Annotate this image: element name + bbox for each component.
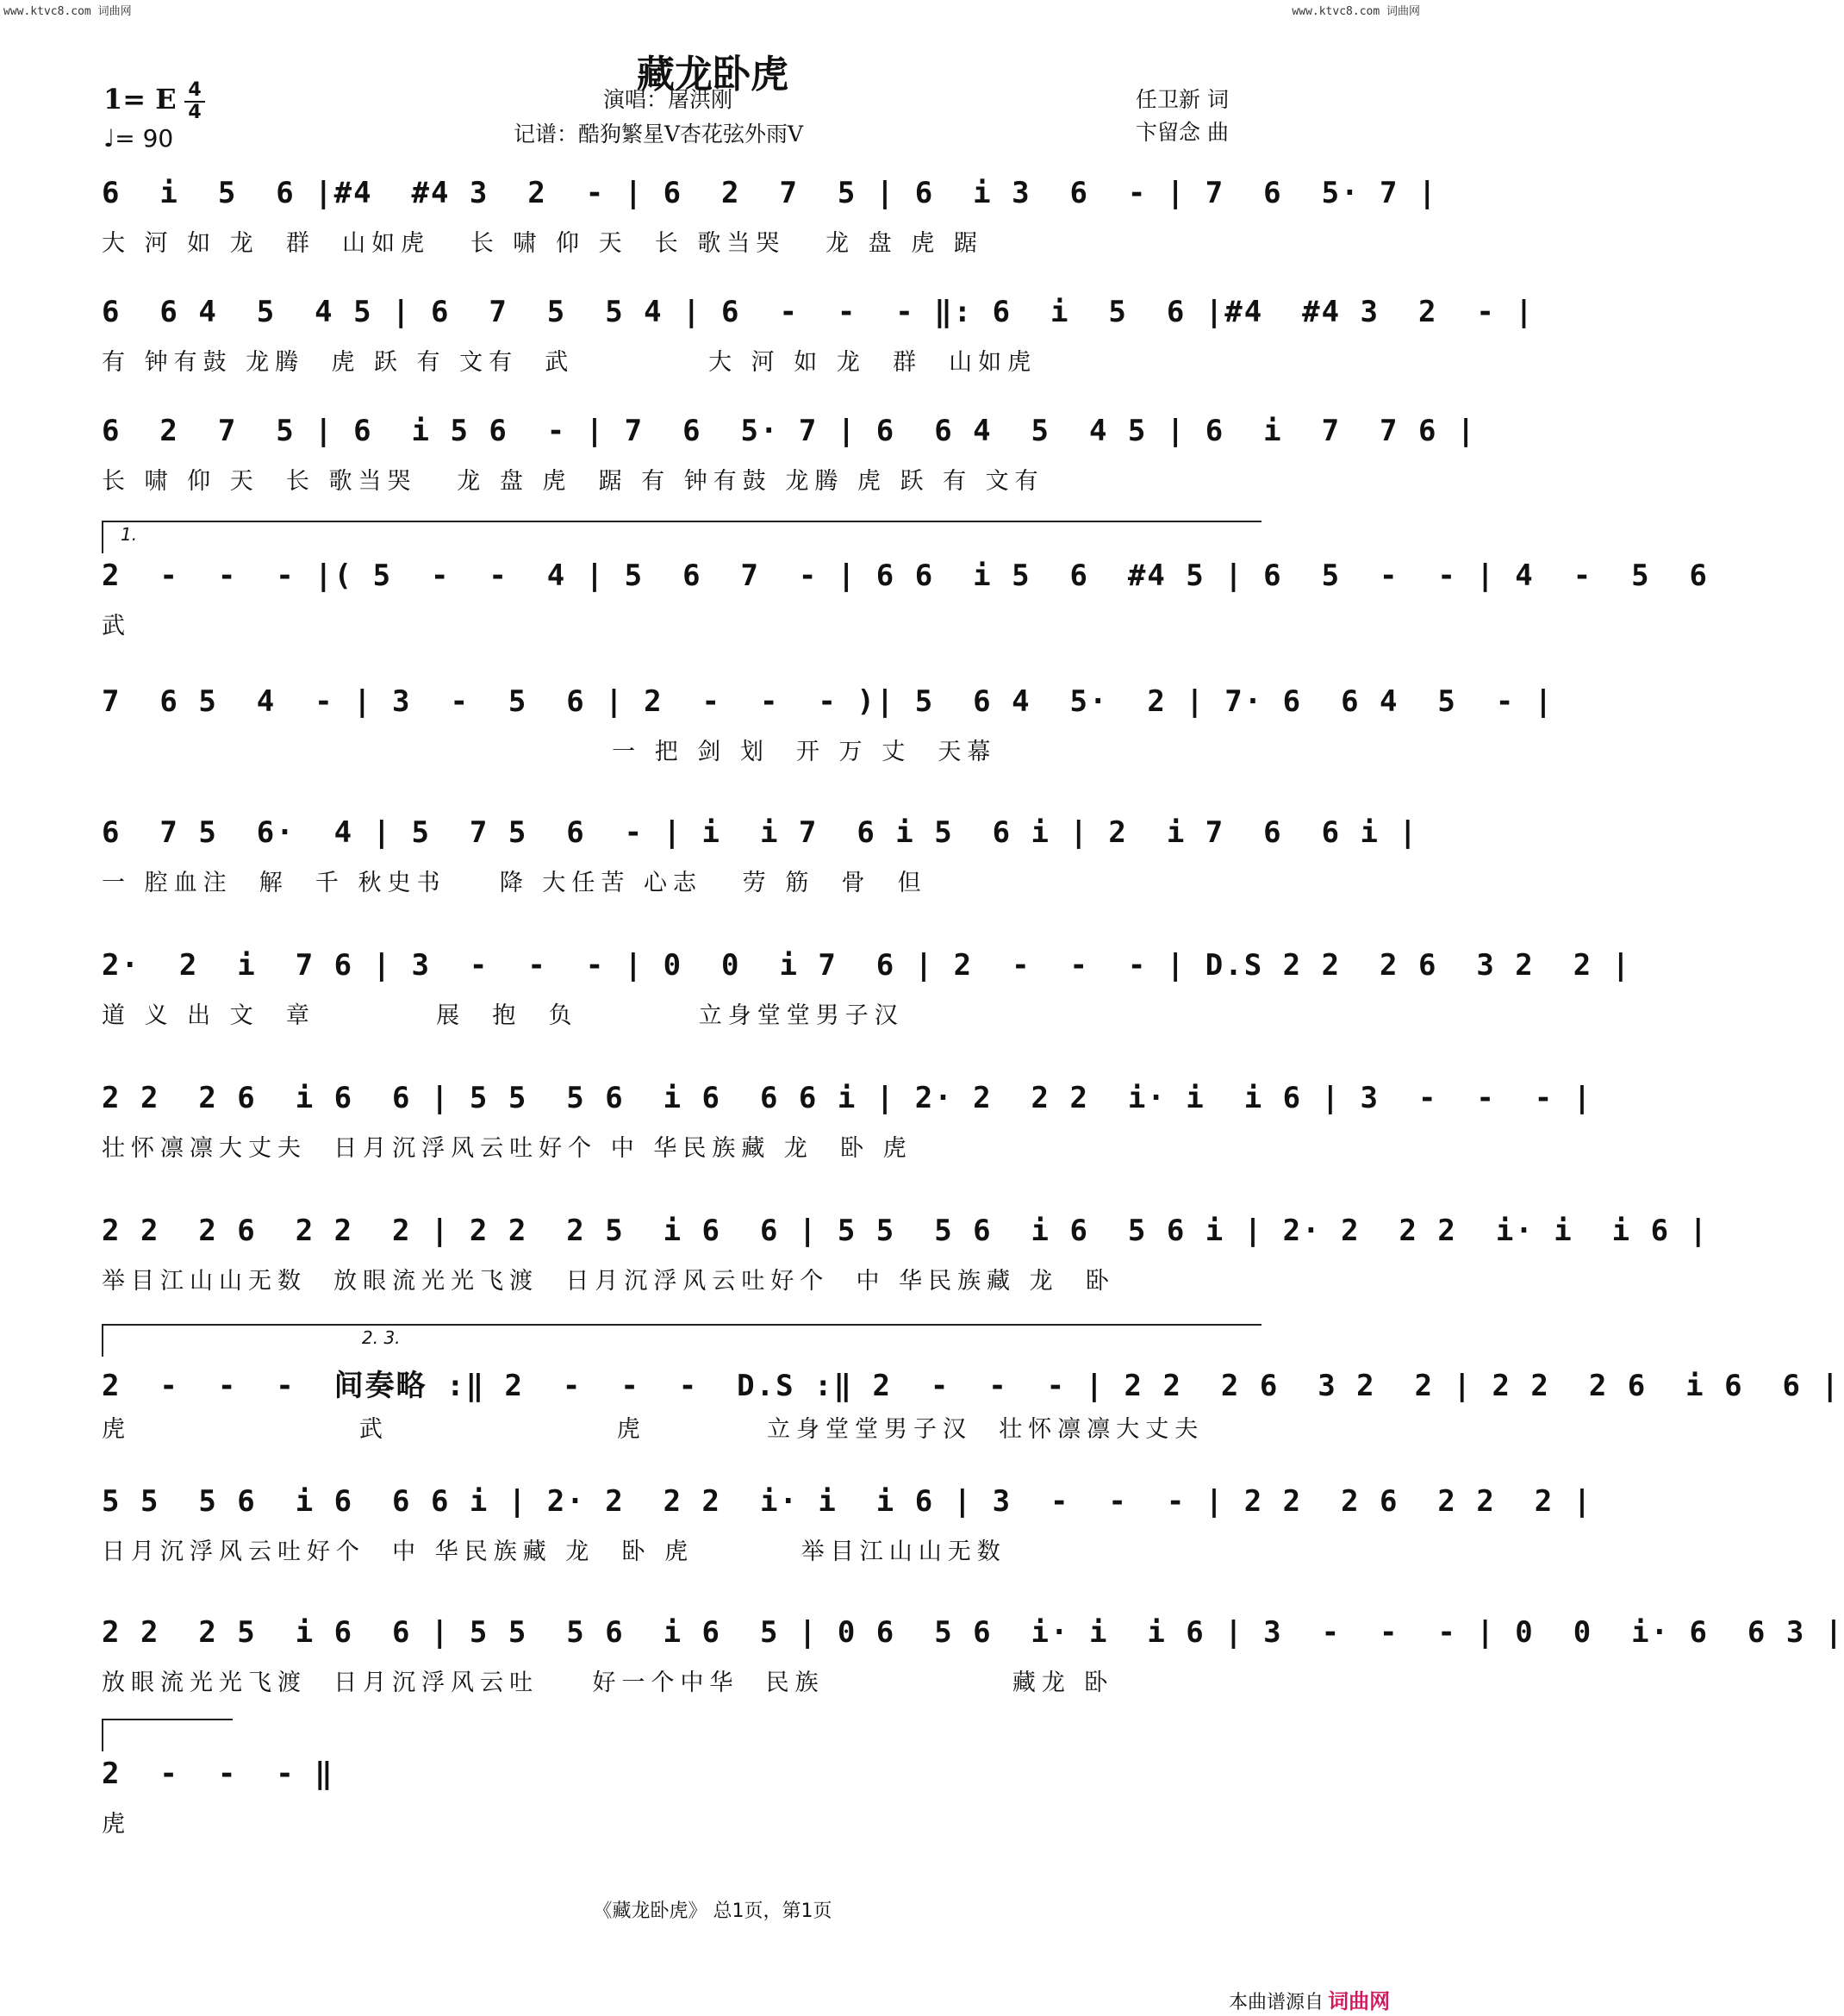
transcriber-credit: 记谱：酷狗繁星V杏花弦外雨V [514,122,804,147]
page-footer: 《藏龙卧虎》 总1页，第1页 [593,1901,832,1922]
song-title: 藏龙卧虎 [637,53,788,97]
lyrics-line: 武 [102,613,131,640]
notation-line: 6 i 5 6 |#4 #4 3 2 - | 6 2 7 5 | 6 i 3 6 - | 7 6 5· 7 | [102,176,1438,210]
tempo-value: = 90 [115,124,174,153]
lyrics-line: 虎 武 虎 立身堂堂男子汉 壮怀凛凛大丈夫 [102,1416,1205,1443]
key-signature: 1= E [103,83,177,115]
volta-label: 1. [121,524,138,545]
lyrics-line: 举目江山山无数 放眼流光光飞渡 日月沉浮风云吐好个 中 华民族藏 龙 卧 [102,1268,1115,1295]
notation-line: 2 2 2 6 i 6 6 | 5 5 5 6 i 6 6 6 i | 2· 2 2 2 i· i i 6 | 3 - - - | [102,1081,1593,1115]
time-signature-top: 4 [188,79,202,101]
time-signature-bottom: 4 [188,102,202,123]
tempo-marking [103,124,173,153]
notation-line: 7 6 5 4 - | 3 - 5 6 | 2 - - - )| 5 6 4 5· 2 | 7· 6 6 4 5 - | [102,684,1554,719]
lyrics-line: 有 钟有鼓 龙腾 虎 跃 有 文有 武 大 河 如 龙 群 山如虎 [102,349,1037,376]
site-watermark-right: www.ktvc8.com 词曲网 [1292,5,1420,18]
quarter-note-icon: ♩ [103,124,115,153]
source-label: 本曲谱源自 [1229,1992,1324,2013]
lyrics-line: 一 把 剑 划 开 万 丈 天幕 [102,739,997,765]
brand-logo: 词曲网 [1328,1989,1391,2013]
lyrics-line: 大 河 如 龙 群 山如虎 长 啸 仰 天 长 歌当哭 龙 盘 虎 踞 [102,230,983,257]
notation-line: 2 - - - |( 5 - - 4 | 5 6 7 - | 6 6 i 5 6 #4 5 | 6 5 - - | 4 - 5 6 [102,559,1709,593]
notation-line: 5 5 5 6 i 6 6 6 i | 2· 2 2 2 i· i i 6 | 3 - - - | 2 2 2 6 2 2 2 | [102,1484,1593,1519]
source-credit [1229,1984,1390,2014]
time-signature [184,81,205,122]
notation-line: 2 - - - ‖ [102,1757,334,1791]
composer-credit: 卞留念 曲 [1136,120,1229,145]
notation-line: 6 6 4 5 4 5 | 6 7 5 5 4 | 6 - - - ‖: 6 i 5 6 |#4 #4 3 2 - | [102,295,1535,329]
lyrics-line: 一 腔血注 解 千 秋史书 降 大任苦 心志 劳 筋 骨 但 [102,870,927,896]
lyrics-line: 壮怀凛凛大丈夫 日月沉浮风云吐好个 中 华民族藏 龙 卧 虎 [102,1135,913,1162]
notation-line: 2 2 2 6 2 2 2 | 2 2 2 5 i 6 6 | 5 5 5 6 i 6 5 6 i | 2· 2 2 2 i· i i 6 | [102,1214,1709,1248]
notation-line: 2 2 2 5 i 6 6 | 5 5 5 6 i 6 5 | 0 6 5 6 i· i i 6 | 3 - - - | 0 0 i· 6 6 3 | [102,1615,1844,1650]
notation-line: 6 2 7 5 | 6 i 5 6 - | 7 6 5· 7 | 6 6 4 5 4 5 | 6 i 7 7 6 | [102,414,1477,448]
ending-bracket [102,1719,1260,1757]
notation-line: 2· 2 i 7 6 | 3 - - - | 0 0 i 7 6 | 2 - - - | D.S 2 2 2 6 3 2 2 | [102,948,1632,983]
volta-bracket [102,1324,1260,1362]
lyrics-line: 长 啸 仰 天 长 歌当哭 龙 盘 虎 踞 有 钟有鼓 龙腾 虎 跃 有 文有 [102,468,1044,495]
notation-line: 6 7 5 6· 4 | 5 7 5 6 - | i i 7 6 i 5 6 i | 2 i 7 6 6 i | [102,815,1418,850]
volta-label: 2. 3. [362,1327,401,1348]
lyrics-line: 道 义 出 文 章 展 抱 负 立身堂堂男子汉 [102,1002,904,1029]
site-watermark-left: www.ktvc8.com 词曲网 [3,5,132,18]
lyrics-line: 日月沉浮风云吐好个 中 华民族藏 龙 卧 虎 举目江山山无数 [102,1539,1006,1565]
volta-bracket [102,521,1260,559]
notation-line: 2 - - - 间奏略 :‖ 2 - - - D.S :‖ 2 - - - | 2 2 2 6 3 2 2 | 2 2 2 6 i 6 6 | [102,1369,1841,1403]
lyrics-line: 虎 [102,1811,131,1838]
lyrics-line: 放眼流光光飞渡 日月沉浮风云吐 好一个中华 民族 藏龙 卧 [102,1670,1114,1696]
singer-credit: 演唱：屠洪刚 [603,87,733,112]
lyricist-credit: 任卫新 词 [1136,87,1229,112]
